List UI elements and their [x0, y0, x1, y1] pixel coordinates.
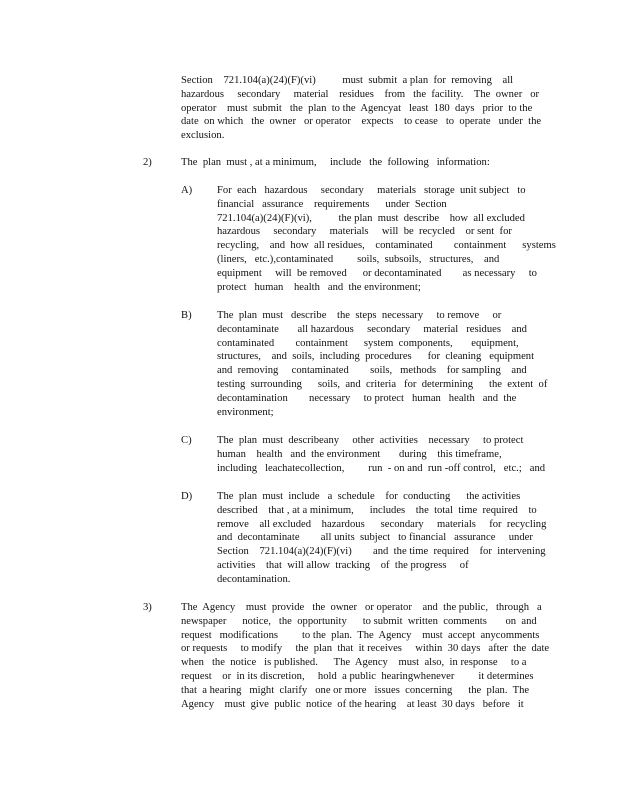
subitem-d-line: and decontaminate all units subject to financial assurance under [217, 532, 533, 544]
subitem-a-line: For each hazardous secondary materials storage unit subject to [217, 185, 526, 196]
intro-line: exclusion. [181, 130, 225, 142]
subitem-c-text [217, 434, 547, 475]
subitem-a-text [217, 184, 556, 294]
subitem-a-line: recycling, and how all residues, contaminated containment systems [217, 240, 556, 252]
item-3-line: that a hearing might clarify one or more issues concerning the plan. The [181, 684, 530, 696]
subitem-a-line: hazardous secondary materials will be recycled or sent for [217, 226, 512, 238]
subitem-b-line: environment; [217, 406, 274, 418]
subitem-d-marker: D) [181, 491, 193, 502]
subitem-c-line: The plan must describeany other activities necessary to protect [217, 435, 524, 446]
subitem-a-line: equipment will be removed or decontaminated as necessary to [217, 267, 537, 279]
item-3-text [181, 601, 551, 711]
item-3-line: The Agency must provide the owner or operator and the public, through a [181, 602, 542, 613]
subitem-d-line: described that , at a minimum, includes the total time required to [217, 504, 537, 516]
intro-line: Section 721.104(a)(24)(F)(vi) must submit a plan for removing all [181, 75, 514, 86]
item-2-text [181, 156, 541, 170]
intro-line: date on which the owner or operator expects to cease to operate under the [181, 116, 542, 128]
subitem-c-line: including leachatecollection, run - on and run -off control, etc.; and [217, 462, 546, 474]
subitem-b-text [217, 309, 547, 419]
intro-line: operator must submit the plan to the Agencyat least 180 days prior to the [181, 102, 533, 114]
item-3-marker: 3) [143, 602, 152, 613]
item-3-line: newspaper notice, the opportunity to submit written comments on and [181, 615, 537, 627]
subitem-b-line: testing surrounding soils, and criteria for determining the extent of [217, 378, 548, 390]
item-3-line: or requests to modify the plan that it receives within 30 days after the date [181, 643, 550, 655]
subitem-d-line: remove all excluded hazardous secondary materials for recycling [217, 518, 547, 530]
subitem-b-line: decontaminate all hazardous secondary material residues and [217, 323, 527, 335]
item-3-line: Agency must give public notice of the hearing at least 30 days before it [181, 698, 524, 710]
intro-paragraph [181, 74, 541, 143]
item-2-marker: 2) [143, 157, 152, 168]
subitem-a-line: financial assurance requirements under Section [217, 198, 447, 210]
subitem-a-line: 721.104(a)(24)(F)(vi), the plan must describe how all excluded [217, 212, 525, 224]
subitem-c-marker: C) [181, 435, 192, 446]
item-3-line: request modifications to the plan. The Agency must accept anycomments [181, 629, 540, 641]
subitem-b-marker: B) [181, 310, 192, 321]
subitem-b-line: The plan must describe the steps necessary to remove or [217, 310, 502, 321]
subitem-d-line: activities that will allow tracking of the progress of [217, 559, 469, 571]
subitem-c-line: human health and the environment during this timeframe, [217, 448, 502, 460]
item-3-line: when the notice is published. The Agency must also, in response to a [181, 657, 527, 669]
subitem-b-line: and removing contaminated soils, methods for sampling and [217, 365, 527, 377]
subitem-a-marker: A) [181, 185, 193, 196]
subitem-a-line: protect human health and the environment; [217, 281, 421, 293]
subitem-d-line: decontamination. [217, 573, 291, 585]
subitem-b-line: structures, and soils, including procedures for cleaning equipment [217, 351, 535, 363]
item-3-line: request or in its discretion, hold a public hearingwhenever it determines [181, 670, 534, 682]
item-2-line: The plan must , at a minimum, include the following information: [181, 157, 490, 168]
subitem-d-line: Section 721.104(a)(24)(F)(vi) and the time required for intervening [217, 546, 546, 558]
subitem-d-line: The plan must include a schedule for conducting the activities [217, 491, 521, 502]
subitem-b-line: decontamination necessary to protect human health and the [217, 392, 517, 404]
subitem-a-line: (liners, etc.),contaminated soils, subsoils, structures, and [217, 253, 500, 265]
subitem-b-line: contaminated containment system components, equipment, [217, 337, 519, 349]
intro-line: hazardous secondary material residues from the facility. The owner or [181, 88, 540, 100]
subitem-d-text [217, 490, 547, 587]
